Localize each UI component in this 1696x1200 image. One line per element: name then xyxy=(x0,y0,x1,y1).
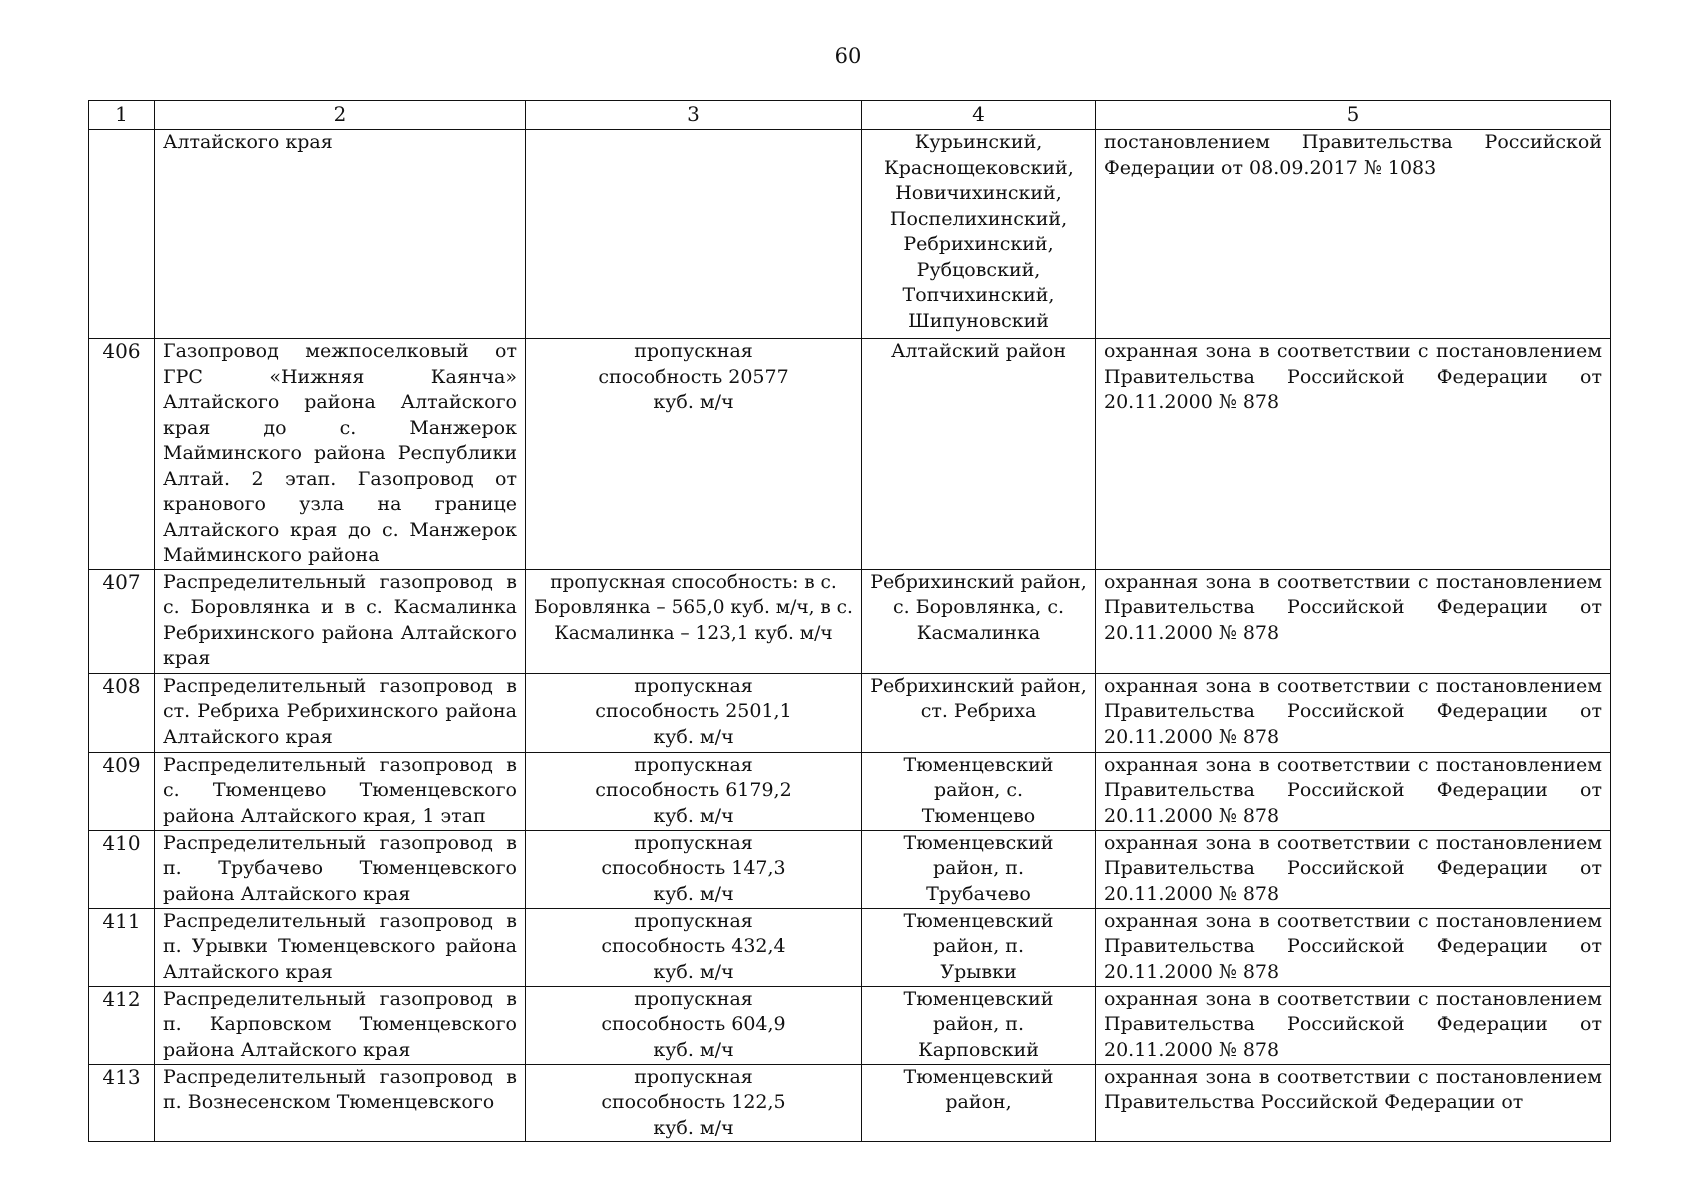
row-number: 409 xyxy=(89,752,155,830)
protection-zone: охранная зона в соответствии с постановлением Правительства Российской Федерации от 20.11.2000 № 878 xyxy=(1096,673,1611,752)
header-col-1: 1 xyxy=(89,101,155,130)
capacity: пропускная способность 147,3 куб. м/ч xyxy=(526,830,862,908)
object-name: Распределительный газопровод в с. Боровлянка и в с. Касмалинка Ребрихинского района Алтайского края xyxy=(155,569,526,673)
capacity: пропускная способность 20577 куб. м/ч xyxy=(526,339,862,570)
header-col-2: 2 xyxy=(155,101,526,130)
table-row xyxy=(89,673,1611,752)
capacity xyxy=(526,130,862,339)
object-name: Распределительный газопровод в п. Урывки Тюменцевского района Алтайского края xyxy=(155,908,526,986)
table-row xyxy=(89,1064,1611,1142)
capacity: пропускная способность 6179,2 куб. м/ч xyxy=(526,752,862,830)
capacity: пропускная способность 2501,1 куб. м/ч xyxy=(526,673,862,752)
location: Тюменцевский район, xyxy=(862,1064,1096,1142)
location: Тюменцевский район, п. Урывки xyxy=(862,908,1096,986)
object-name: Распределительный газопровод в п. Карповском Тюменцевского района Алтайского края xyxy=(155,986,526,1064)
document-table xyxy=(88,100,1611,1142)
location: Тюменцевский район, п. Карповский xyxy=(862,986,1096,1064)
protection-zone: охранная зона в соответствии с постановлением Правительства Российской Федерации от 20.11.2000 № 878 xyxy=(1096,830,1611,908)
header-col-3: 3 xyxy=(526,101,862,130)
header-col-5: 5 xyxy=(1096,101,1611,130)
page-number: 60 xyxy=(834,44,862,68)
header-col-4: 4 xyxy=(862,101,1096,130)
object-name: Алтайского края xyxy=(155,130,526,339)
header-row xyxy=(89,101,1611,130)
location: Тюменцевский район, п. Трубачево xyxy=(862,830,1096,908)
protection-zone: охранная зона в соответствии с постановлением Правительства Российской Федерации от xyxy=(1096,1064,1611,1142)
capacity: пропускная способность 122,5 куб. м/ч xyxy=(526,1064,862,1142)
table-row xyxy=(89,130,1611,339)
row-number xyxy=(89,130,155,339)
table-row xyxy=(89,339,1611,570)
object-name: Газопровод межпоселковый от ГРС «Нижняя Каянча» Алтайского района Алтайского края до с. Манжерок Майминского района Республики Алтай. 2 этап. Газопровод от кранового узла на границе Алтайского края до с. Манжерок Майминского района xyxy=(155,339,526,570)
table-row xyxy=(89,986,1611,1064)
table-row xyxy=(89,752,1611,830)
table-row xyxy=(89,830,1611,908)
protection-zone: охранная зона в соответствии с постановлением Правительства Российской Федерации от 20.11.2000 № 878 xyxy=(1096,986,1611,1064)
row-number: 406 xyxy=(89,339,155,570)
location: Ребрихинский район, с. Боровлянка, с. Касмалинка xyxy=(862,569,1096,673)
object-name: Распределительный газопровод в п. Трубачево Тюменцевского района Алтайского края xyxy=(155,830,526,908)
location: Тюменцевский район, с. Тюменцево xyxy=(862,752,1096,830)
row-number: 410 xyxy=(89,830,155,908)
capacity: пропускная способность: в с. Боровлянка – 565,0 куб. м/ч, в с. Касмалинка – 123,1 куб. м/ч xyxy=(526,569,862,673)
row-number: 412 xyxy=(89,986,155,1064)
location: Ребрихинский район, ст. Ребриха xyxy=(862,673,1096,752)
row-number: 411 xyxy=(89,908,155,986)
protection-zone: постановлением Правительства Российской Федерации от 08.09.2017 № 1083 xyxy=(1096,130,1611,339)
protection-zone: охранная зона в соответствии с постановлением Правительства Российской Федерации от 20.11.2000 № 878 xyxy=(1096,569,1611,673)
protection-zone: охранная зона в соответствии с постановлением Правительства Российской Федерации от 20.11.2000 № 878 xyxy=(1096,752,1611,830)
object-name: Распределительный газопровод в п. Вознесенском Тюменцевского xyxy=(155,1064,526,1142)
row-number: 408 xyxy=(89,673,155,752)
location: Алтайский район xyxy=(862,339,1096,570)
row-number: 413 xyxy=(89,1064,155,1142)
protection-zone: охранная зона в соответствии с постановлением Правительства Российской Федерации от 20.11.2000 № 878 xyxy=(1096,339,1611,570)
capacity: пропускная способность 604,9 куб. м/ч xyxy=(526,986,862,1064)
table-row xyxy=(89,569,1611,673)
capacity: пропускная способность 432,4 куб. м/ч xyxy=(526,908,862,986)
object-name: Распределительный газопровод в с. Тюменцево Тюменцевского района Алтайского края, 1 этап xyxy=(155,752,526,830)
table-row xyxy=(89,908,1611,986)
object-name: Распределительный газопровод в ст. Ребриха Ребрихинского района Алтайского края xyxy=(155,673,526,752)
location: Курьинский, Краснощековский, Новичихинский, Поспелихинский, Ребрихинский, Рубцовский, Топчихинский, Шипуновский xyxy=(862,130,1096,339)
protection-zone: охранная зона в соответствии с постановлением Правительства Российской Федерации от 20.11.2000 № 878 xyxy=(1096,908,1611,986)
row-number: 407 xyxy=(89,569,155,673)
